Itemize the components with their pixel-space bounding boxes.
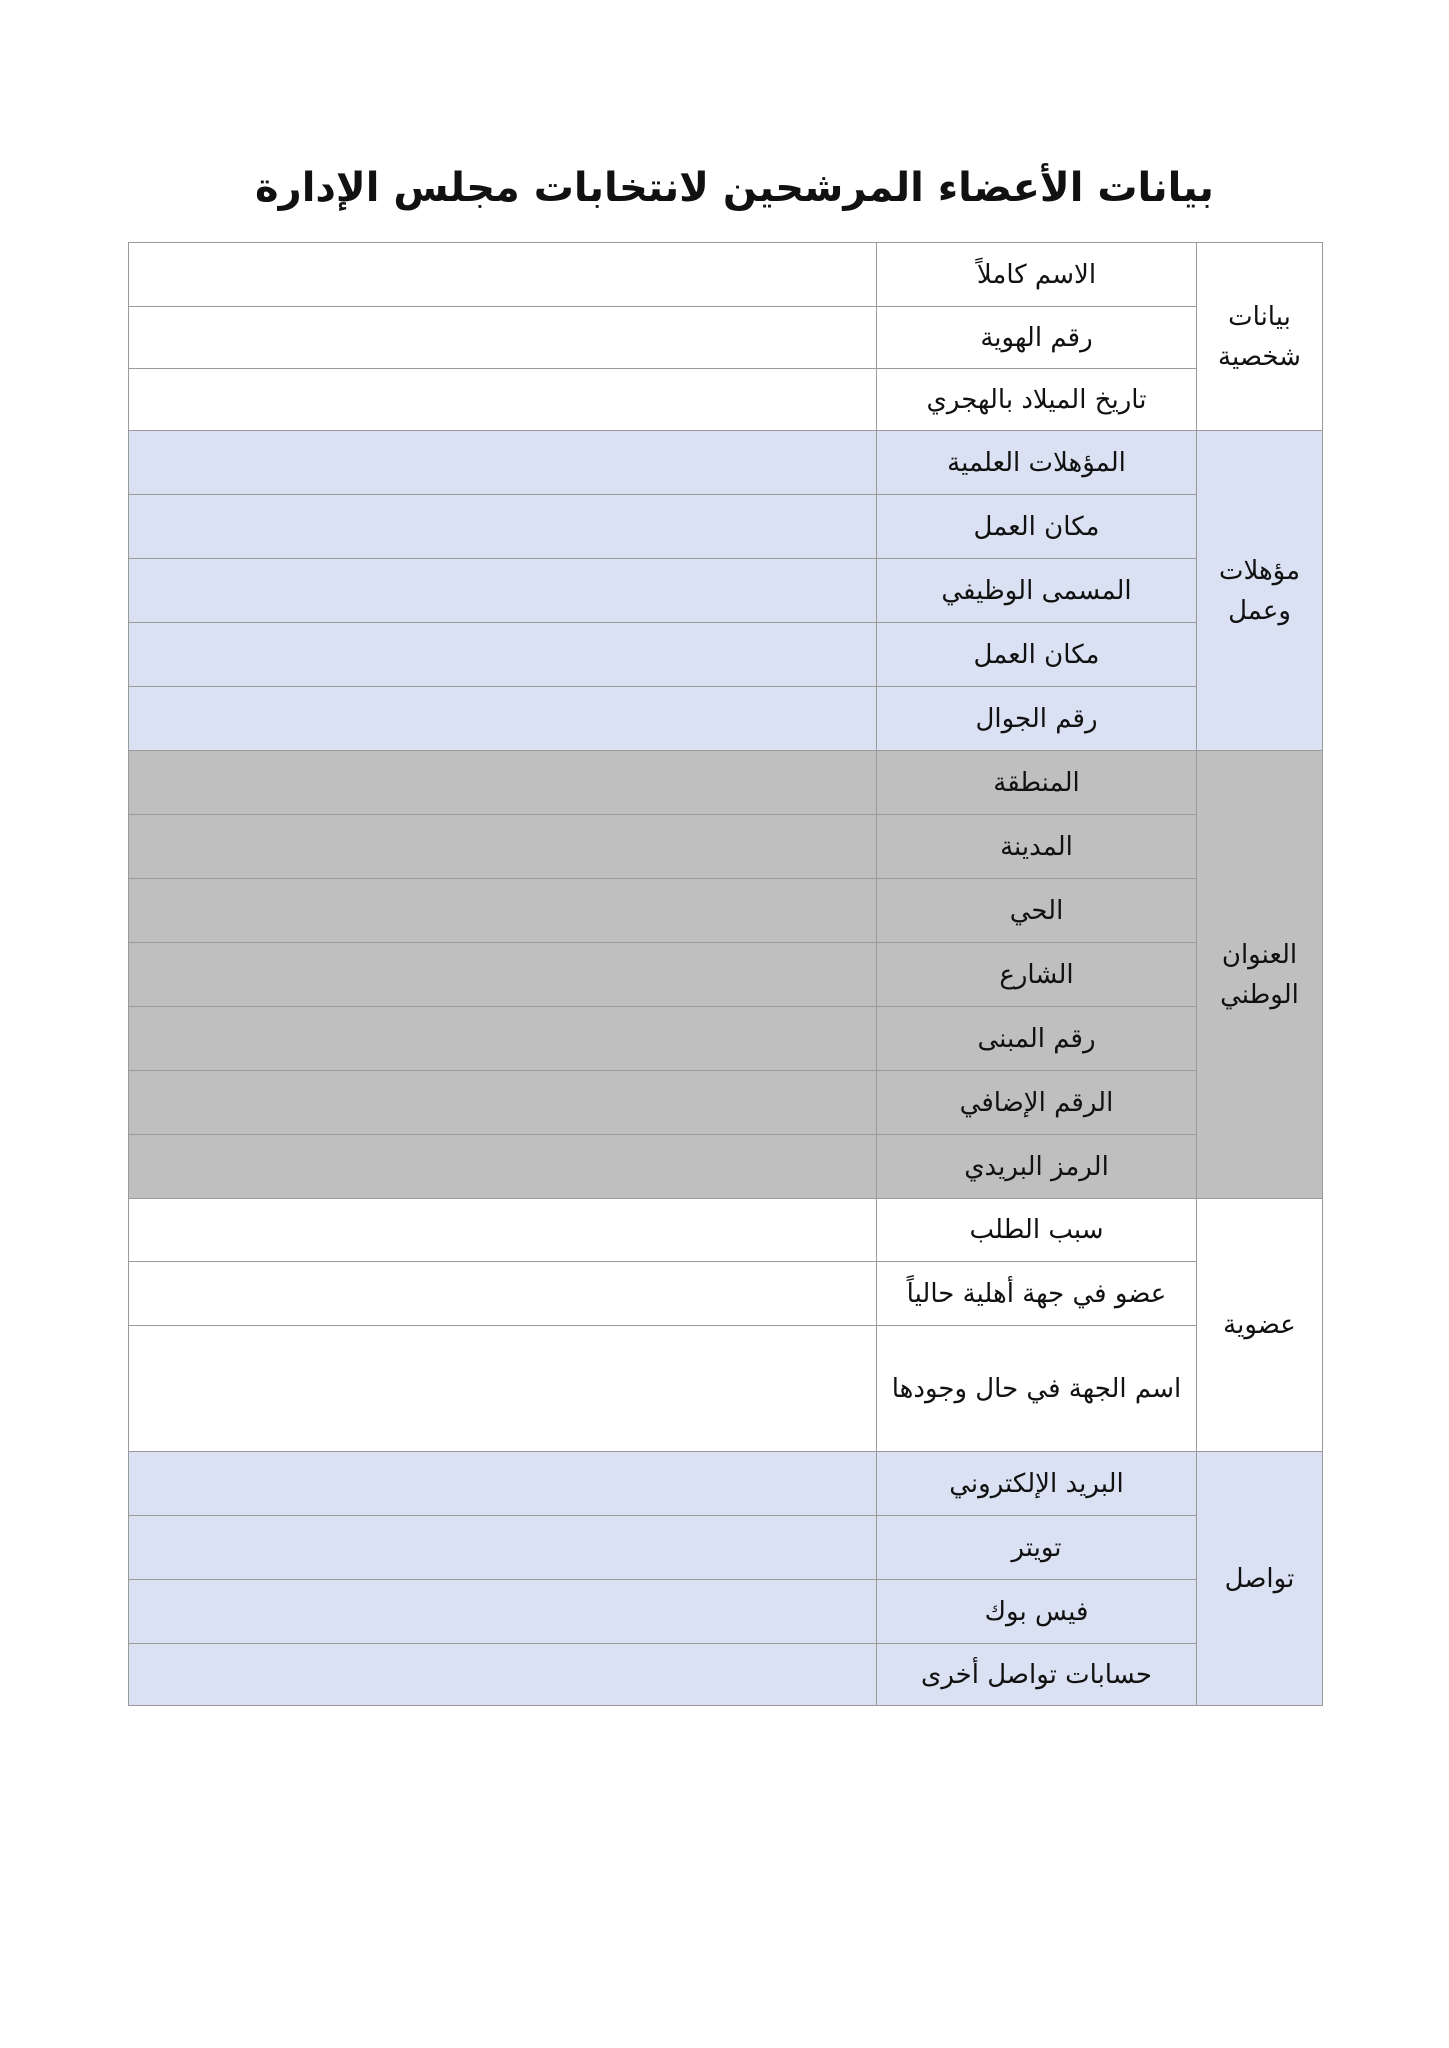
table-row [129, 1644, 1323, 1706]
table-row [129, 943, 1323, 1007]
field-label-hijri-birth-date: تاريخ الميلاد بالهجري [877, 369, 1197, 431]
field-value-id-number[interactable] [129, 307, 877, 369]
field-value-additional-number[interactable] [129, 1071, 877, 1135]
field-label-facebook: فيس بوك [877, 1580, 1197, 1644]
table-row [129, 1071, 1323, 1135]
section-label-contact: تواصل [1197, 1452, 1323, 1706]
field-value-street[interactable] [129, 943, 877, 1007]
table-row [129, 623, 1323, 687]
table-row [129, 751, 1323, 815]
table-row [129, 1199, 1323, 1262]
field-label-id-number: رقم الهوية [877, 307, 1197, 369]
section-label-membership: عضوية [1197, 1199, 1323, 1452]
field-label-org-name: اسم الجهة في حال وجودها [877, 1326, 1197, 1452]
table-row [129, 1262, 1323, 1326]
field-label-workplace: مكان العمل [877, 495, 1197, 559]
field-value-email[interactable] [129, 1452, 877, 1516]
field-label-current-org-member: عضو في جهة أهلية حالياً [877, 1262, 1197, 1326]
field-value-other-accounts[interactable] [129, 1644, 877, 1706]
candidate-form-table [128, 242, 1323, 1706]
field-label-job-title: المسمى الوظيفي [877, 559, 1197, 623]
field-value-facebook[interactable] [129, 1580, 877, 1644]
field-label-academic-qualifications: المؤهلات العلمية [877, 431, 1197, 495]
table-row [129, 495, 1323, 559]
field-value-academic-qualifications[interactable] [129, 431, 877, 495]
table-row [129, 243, 1323, 307]
table-row [129, 307, 1323, 369]
field-label-other-accounts: حسابات تواصل أخرى [877, 1644, 1197, 1706]
field-label-full-name: الاسم كاملاً [877, 243, 1197, 307]
field-label-street: الشارع [877, 943, 1197, 1007]
field-label-request-reason: سبب الطلب [877, 1199, 1197, 1262]
section-label-qualifications-work: مؤهلات وعمل [1197, 431, 1323, 751]
table-row [129, 559, 1323, 623]
table-row [129, 879, 1323, 943]
section-label-personal-data: بيانات شخصية [1197, 243, 1323, 431]
field-label-region: المنطقة [877, 751, 1197, 815]
field-label-email: البريد الإلكتروني [877, 1452, 1197, 1516]
field-label-postal-code: الرمز البريدي [877, 1135, 1197, 1199]
table-row [129, 1580, 1323, 1644]
table-row [129, 1326, 1323, 1452]
field-value-workplace[interactable] [129, 495, 877, 559]
field-value-request-reason[interactable] [129, 1199, 877, 1262]
field-label-twitter: تويتر [877, 1516, 1197, 1580]
field-value-hijri-birth-date[interactable] [129, 369, 877, 431]
table-row [129, 815, 1323, 879]
table-row [129, 1516, 1323, 1580]
field-value-job-title[interactable] [129, 559, 877, 623]
section-label-national-address: العنوان الوطني [1197, 751, 1323, 1199]
page-title: بيانات الأعضاء المرشحين لانتخابات مجلس الإدارة [255, 165, 1214, 211]
field-value-postal-code[interactable] [129, 1135, 877, 1199]
field-label-mobile-number: رقم الجوال [877, 687, 1197, 751]
field-label-district: الحي [877, 879, 1197, 943]
field-value-twitter[interactable] [129, 1516, 877, 1580]
field-label-workplace-2: مكان العمل [877, 623, 1197, 687]
table-row [129, 1007, 1323, 1071]
field-value-current-org-member[interactable] [129, 1262, 877, 1326]
field-value-workplace-2[interactable] [129, 623, 877, 687]
table-row [129, 1135, 1323, 1199]
field-value-district[interactable] [129, 879, 877, 943]
field-label-additional-number: الرقم الإضافي [877, 1071, 1197, 1135]
field-label-building-number: رقم المبنى [877, 1007, 1197, 1071]
field-label-city: المدينة [877, 815, 1197, 879]
table-row [129, 1452, 1323, 1516]
field-value-building-number[interactable] [129, 1007, 877, 1071]
field-value-org-name[interactable] [129, 1326, 877, 1452]
field-value-full-name[interactable] [129, 243, 877, 307]
field-value-mobile-number[interactable] [129, 687, 877, 751]
table-row [129, 687, 1323, 751]
table-row [129, 431, 1323, 495]
table-row [129, 369, 1323, 431]
field-value-region[interactable] [129, 751, 877, 815]
field-value-city[interactable] [129, 815, 877, 879]
